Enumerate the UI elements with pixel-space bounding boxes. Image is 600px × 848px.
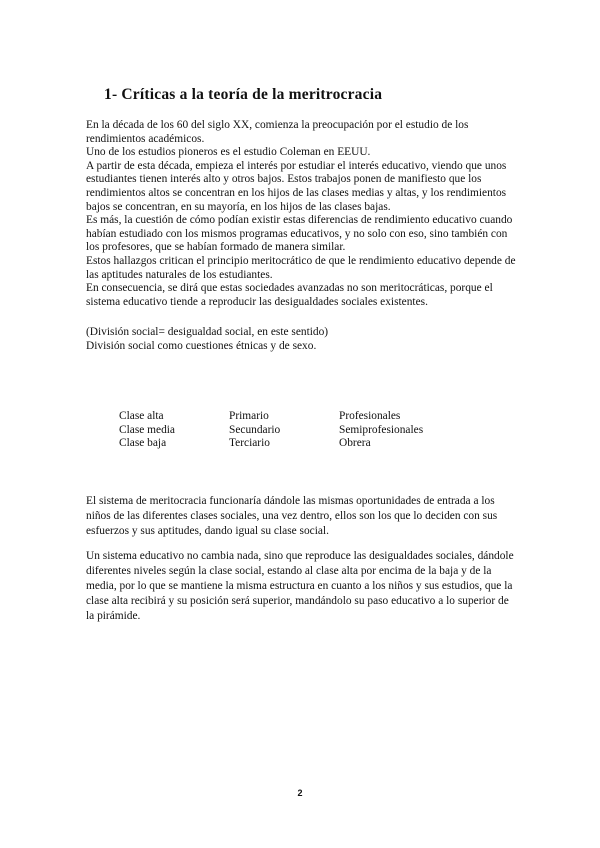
note-block bbox=[86, 326, 516, 353]
class-table bbox=[119, 410, 459, 451]
intro-line: Es más, la cuestión de cómo podían existir estas diferencias de rendimiento educativo cuando habían estudiado con los mismos programas educativos, y no solo con eso, sino también con los profesores, que se habían formado de manera similar. bbox=[86, 214, 513, 254]
table-cell: Terciario bbox=[229, 437, 270, 450]
intro-line: En la década de los 60 del siglo XX, comienza la preocupación por el estudio de los rendimientos académicos. bbox=[86, 119, 469, 145]
table-cell: Semiprofesionales bbox=[339, 423, 424, 436]
table-cell: Primario bbox=[229, 410, 269, 422]
table-row bbox=[119, 424, 459, 438]
table-row bbox=[119, 437, 459, 451]
paragraph-meritocracy: El sistema de meritocracia funcionaría dándole las mismas oportunidades de entrada a los niños de las diferentes clases sociales, una vez dentro, ellos son los que lo deciden con sus esfuerzos y sus aptitudes, dando igual su clase social. bbox=[86, 495, 498, 537]
paragraph-reproduction: Un sistema educativo no cambia nada, sino que reproduce las desigualdades sociales, dándole diferentes niveles según la clase social, estando al clase alta por encima de la baja y de la media, por lo que se mantiene la misma estructura en cuanto a los niños y sus estudios, que la clase alta recibirá y su posición será superior, mandándolo su paso educativo a lo superior de la pirámide. bbox=[86, 550, 514, 622]
page-number: 2 bbox=[297, 788, 303, 798]
table-cell: Secundario bbox=[229, 423, 281, 436]
section-heading: 1- Críticas a la teoría de la meritrocracia bbox=[104, 86, 383, 103]
note-line: División social como cuestiones étnicas y de sexo. bbox=[86, 339, 317, 352]
intro-line: Uno de los estudios pioneros es el estudio Coleman en EEUU. bbox=[86, 146, 371, 159]
table-row bbox=[119, 410, 459, 424]
note-line: (División social= desigualdad social, en este sentido) bbox=[86, 326, 329, 338]
intro-line: Estos hallazgos critican el principio meritocrático de que le rendimiento educativo depende de las aptitudes naturales de los estudiantes. bbox=[86, 254, 516, 281]
intro-line: A partir de esta década, empieza el interés por estudiar el interés educativo, viendo que unos estudiantes tienen interés alto y otros bajos. Estos trabajos ponen de manifiesto que los rendimientos altos se concentran en los hijos de las clases medias y altas, y los rendimientos bajos se concentran, en su mayoría, en los hijos de las clases bajas. bbox=[86, 159, 507, 213]
intro-block bbox=[86, 119, 516, 309]
table-cell: Clase media bbox=[119, 423, 175, 436]
table-cell: Obrera bbox=[339, 437, 371, 450]
intro-line: En consecuencia, se dirá que estas sociedades avanzadas no son meritocráticas, porque el sistema educativo tiende a reproducir las desigualdades sociales existentes. bbox=[86, 282, 493, 308]
table-cell: Clase alta bbox=[119, 410, 164, 422]
table-cell: Profesionales bbox=[339, 410, 401, 422]
table-cell: Clase baja bbox=[119, 437, 167, 450]
